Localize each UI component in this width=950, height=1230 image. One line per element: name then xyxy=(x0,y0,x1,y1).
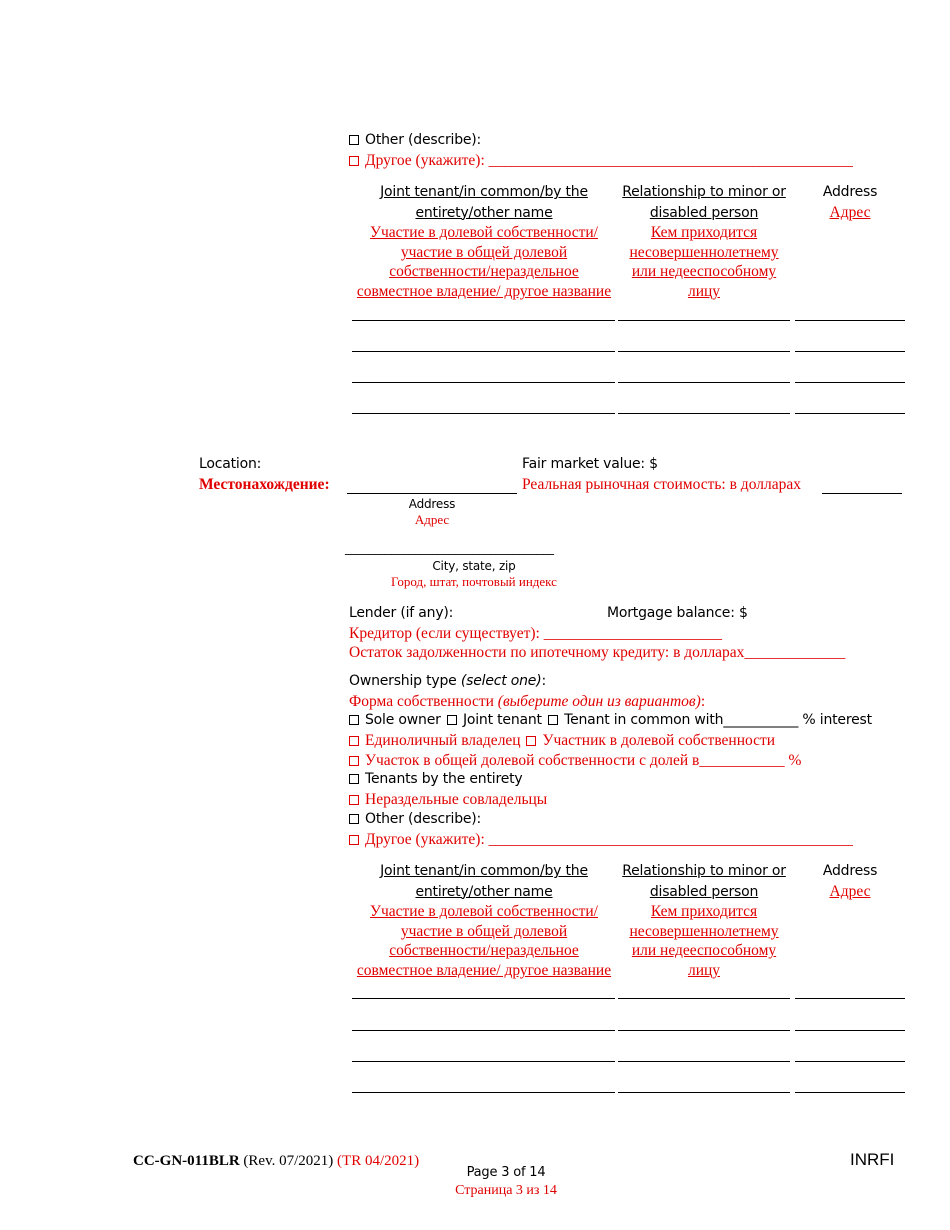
col3-header-ru: Адрес xyxy=(829,203,871,221)
ownership-hint-ru: (выберите один из вариантов) xyxy=(497,693,701,710)
col3-header-en-2: Address xyxy=(822,863,878,879)
ownership-label-en-row: Ownership type (select one): xyxy=(349,673,547,689)
address-caption-en: Address xyxy=(408,497,456,511)
table-bottom-col3-header xyxy=(795,861,905,901)
col1-header-en-2: Joint tenant/in common/by the entirety/other name xyxy=(380,863,588,900)
table-top-row3-col3[interactable] xyxy=(795,382,905,383)
table-bottom-row3-col2[interactable] xyxy=(618,1061,790,1062)
other-fill-line-2[interactable]: _______________________________________________ xyxy=(488,831,853,848)
other-checkbox-row-top-ru xyxy=(349,152,853,170)
table-top-row2-col2[interactable] xyxy=(618,351,790,352)
other-row-en xyxy=(349,811,481,827)
other-label-en: Other (describe): xyxy=(365,132,482,148)
pct-label-ru: % xyxy=(788,752,802,769)
lender-fill-line[interactable]: _______________________ xyxy=(543,625,722,642)
ownership-options-en xyxy=(349,712,872,728)
table-top-row3-col2[interactable] xyxy=(618,382,790,383)
ownership-label-ru-row: Форма собственности (выберите один из вариантов): xyxy=(349,693,706,710)
city-caption-ru: Город, штат, почтовый индекс xyxy=(391,574,557,589)
fmv-label-ru: Реальная рыночная стоимость: в долларах xyxy=(522,476,801,493)
form-code: CC-GN-011BLR xyxy=(133,1153,240,1169)
other-checkbox-row-top xyxy=(349,132,481,148)
col1-header-en: Joint tenant/in common/by the entirety/other name xyxy=(380,184,588,221)
tenant-common-label: Tenant in common with xyxy=(564,712,724,728)
entirety-label-ru: Нераздельные совладельцы xyxy=(365,791,548,808)
entirety-label-en: Tenants by the entirety xyxy=(365,771,523,787)
table-top-row2-col3[interactable] xyxy=(795,351,905,352)
table-bottom-row3-col3[interactable] xyxy=(795,1061,905,1062)
ownership-options-ru-2 xyxy=(349,752,801,770)
mortgage-fill-line[interactable]: _____________ xyxy=(744,644,846,661)
table-bottom-row2-col1[interactable] xyxy=(352,1030,615,1031)
table-top-row2-col1[interactable] xyxy=(352,351,615,352)
interest-label: % interest xyxy=(802,712,872,728)
table-bottom-row1-col1[interactable] xyxy=(352,998,615,999)
col3-header-ru-2: Адрес xyxy=(829,882,871,900)
sole-owner-label-ru: Единоличный владелец xyxy=(365,732,521,749)
location-address-field[interactable] xyxy=(347,493,517,494)
city-caption xyxy=(347,558,601,590)
table-top-row3-col1[interactable] xyxy=(352,382,615,383)
tenant-common-pct-fill[interactable]: ___________ xyxy=(723,712,799,728)
col2-header-ru: Кем приходится несовершеннолетнему или недееспособному лицу xyxy=(629,224,779,300)
city-fill-line[interactable]: ____________________________________ xyxy=(345,541,554,555)
table-bottom-col1-header xyxy=(352,861,616,981)
table-top-row1-col1[interactable] xyxy=(352,320,615,321)
footer-form-code xyxy=(133,1153,419,1170)
page-number-en: Page 3 of 14 xyxy=(466,1165,546,1180)
city-caption-en: City, state, zip xyxy=(432,559,516,573)
location-label-ru: Местонахождение: xyxy=(199,476,330,493)
table-top-row4-col2[interactable] xyxy=(618,413,790,414)
table-bottom-row4-col2[interactable] xyxy=(618,1092,790,1093)
other-label-en-2: Other (describe): xyxy=(365,811,482,827)
tenant-common-checkbox-ru[interactable] xyxy=(349,756,359,766)
joint-tenant-checkbox[interactable] xyxy=(447,715,457,725)
sole-owner-label: Sole owner xyxy=(365,712,441,728)
ownership-options-ru-1 xyxy=(349,732,775,750)
entirety-checkbox-ru[interactable] xyxy=(349,795,359,805)
page-number-ru: Страница 3 из 14 xyxy=(455,1183,557,1198)
mortgage-label-ru: Остаток задолженности по ипотечному кредиту: в долларах xyxy=(349,644,745,661)
table-top-row4-col3[interactable] xyxy=(795,413,905,414)
entirety-row-ru xyxy=(349,791,547,809)
entirety-checkbox[interactable] xyxy=(349,774,359,784)
location-address-caption xyxy=(347,496,517,528)
other-label-ru-2: Другое (укажите): xyxy=(365,831,485,848)
col2-header-ru-2: Кем приходится несовершеннолетнему или недееспособному лицу xyxy=(629,903,779,979)
table-top-col2-header xyxy=(618,182,790,302)
table-bottom-row2-col2[interactable] xyxy=(618,1030,790,1031)
entirety-row-en xyxy=(349,771,523,787)
joint-tenant-checkbox-ru[interactable] xyxy=(526,736,536,746)
ownership-label-ru: Форма собственности xyxy=(349,693,494,710)
other-checkbox[interactable] xyxy=(349,814,359,824)
sole-owner-checkbox[interactable] xyxy=(349,715,359,725)
table-top-col3-header xyxy=(795,182,905,222)
ownership-label-en: Ownership type xyxy=(349,673,457,689)
other-fill-line[interactable]: _______________________________________________ xyxy=(488,152,853,169)
fmv-field[interactable] xyxy=(822,493,902,494)
other-checkbox-ru[interactable] xyxy=(349,835,359,845)
other-checkbox-top-ru[interactable] xyxy=(349,156,359,166)
other-checkbox-top[interactable] xyxy=(349,135,359,145)
sole-owner-checkbox-ru[interactable] xyxy=(349,736,359,746)
col2-header-en-2: Relationship to minor or disabled person xyxy=(622,863,786,900)
lender-label-ru: Кредитор (если существует): xyxy=(349,625,540,642)
col2-header-en: Relationship to minor or disabled person xyxy=(622,184,786,221)
table-bottom-row3-col1[interactable] xyxy=(352,1061,615,1062)
location-label-en: Location: xyxy=(199,456,262,472)
joint-tenant-label: Joint tenant xyxy=(462,712,542,728)
mortgage-row-ru xyxy=(349,644,845,662)
table-bottom-row4-col1[interactable] xyxy=(352,1092,615,1093)
address-caption-ru: Адрес xyxy=(414,512,450,527)
tenant-common-pct-fill-ru[interactable]: ___________ xyxy=(699,752,785,769)
mortgage-label-en: Mortgage balance: $ xyxy=(607,605,748,621)
joint-tenant-label-ru: Участник в долевой собственности xyxy=(542,732,776,749)
footer-page xyxy=(406,1163,606,1199)
table-top-row1-col3[interactable] xyxy=(795,320,905,321)
tenant-common-label-ru: Участок в общей долевой собственности с долей в xyxy=(365,752,700,769)
form-rev: (Rev. 07/2021) xyxy=(243,1153,334,1169)
table-bottom-row1-col2[interactable] xyxy=(618,998,790,999)
table-bottom-col2-header xyxy=(618,861,790,981)
table-top-row4-col1[interactable] xyxy=(352,413,615,414)
col3-header-en: Address xyxy=(822,184,878,200)
other-row-ru xyxy=(349,831,853,849)
table-top-row1-col2[interactable] xyxy=(618,320,790,321)
form-tr: (TR 04/2021) xyxy=(337,1153,420,1169)
lender-label-en: Lender (if any): xyxy=(349,605,454,621)
col1-header-ru: Участие в долевой собственности/ участие в общей долевой собственности/нераздельное совместное владение/ другое название xyxy=(356,224,612,300)
ownership-hint-en: (select one) xyxy=(460,673,542,689)
footer-right-code: INRFI xyxy=(850,1150,895,1169)
table-top-col1-header xyxy=(352,182,616,302)
other-label-ru: Другое (укажите): xyxy=(365,152,485,169)
lender-row-ru xyxy=(349,625,722,643)
fmv-label-en: Fair market value: $ xyxy=(522,456,658,472)
table-bottom-row2-col3[interactable] xyxy=(795,1030,905,1031)
table-bottom-row4-col3[interactable] xyxy=(795,1092,905,1093)
col1-header-ru-2: Участие в долевой собственности/ участие в общей долевой собственности/нераздельное совместное владение/ другое название xyxy=(356,903,612,979)
table-bottom-row1-col3[interactable] xyxy=(795,998,905,999)
tenant-common-checkbox[interactable] xyxy=(548,715,558,725)
